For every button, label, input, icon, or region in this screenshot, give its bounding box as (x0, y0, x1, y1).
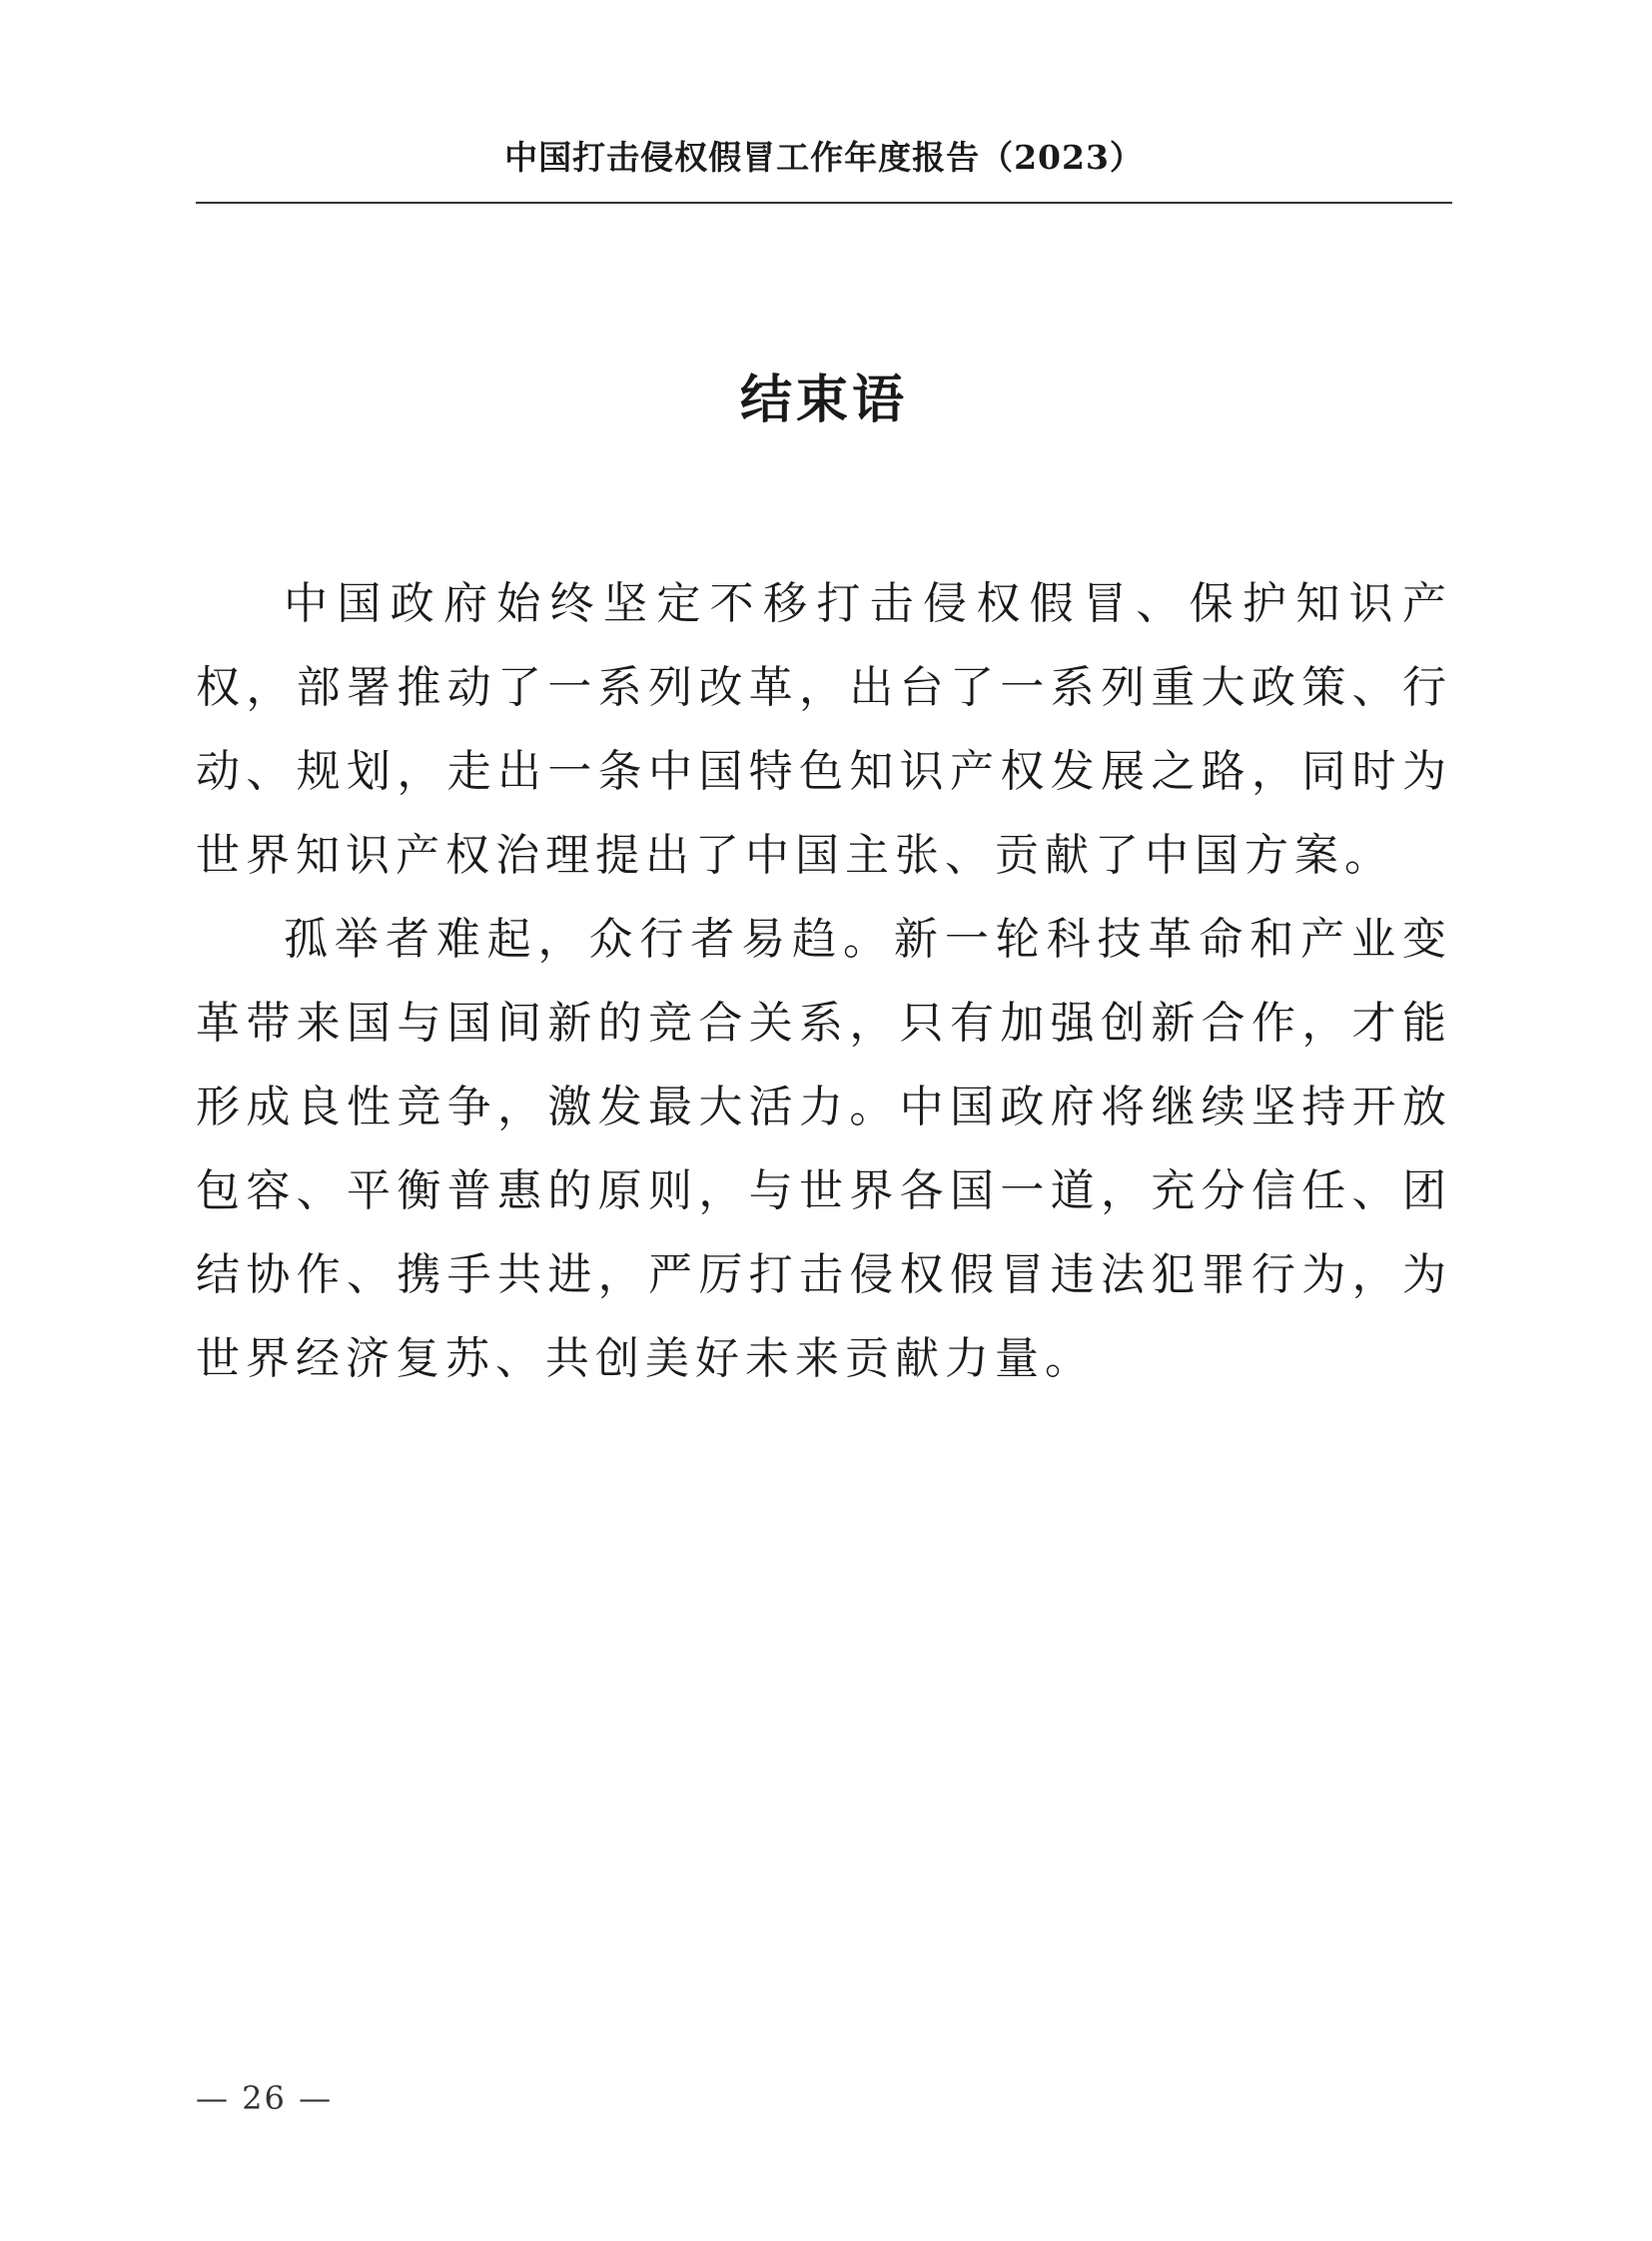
header-divider (196, 202, 1452, 204)
page-number: — 26 — (196, 2079, 334, 2117)
running-header: 中国打击侵权假冒工作年度报告（2023） (504, 138, 1144, 177)
paragraph-1: 中国政府始终坚定不移打击侵权假冒、保护知识产权，部署推动了一系列改革，出台了一系列重大政策、行动、规划，走出一条中国特色知识产权发展之路，同时为世界知识产权治理提出了中国主张、贡献了中国方案。 (196, 578, 1452, 881)
paragraph-2: 孤举者难起，众行者易趋。新一轮科技革命和产业变革带来国与国间新的竞合关系，只有加强创新合作，才能形成良性竞争，激发最大活力。中国政府将继续坚持开放包容、平衡普惠的原则，与世界各国一道，充分信任、团结协作、携手共进，严厉打击侵权假冒违法犯罪行为，为世界经济复苏、共创美好未来贡献力量。 (196, 914, 1452, 1384)
body-text (196, 562, 1452, 1401)
page-title: 结束语 (739, 371, 908, 430)
